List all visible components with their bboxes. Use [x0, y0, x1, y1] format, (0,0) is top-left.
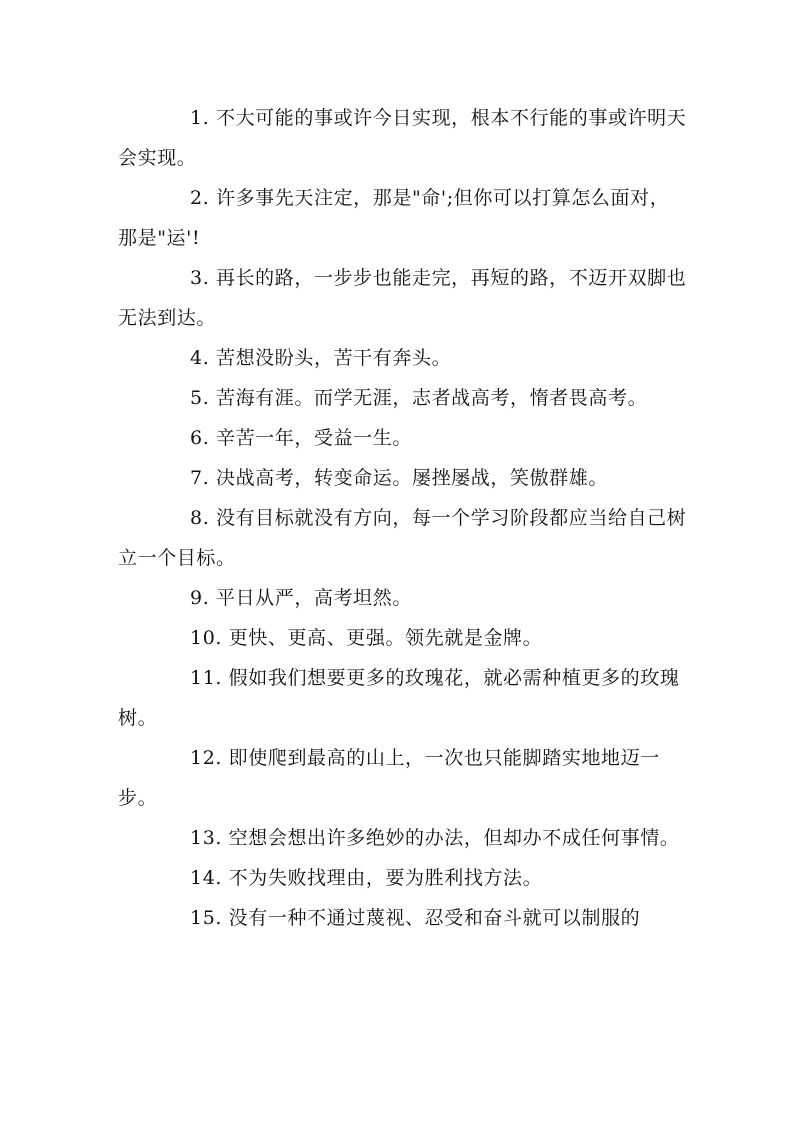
list-item	[118, 818, 688, 858]
list-item-text: 4. 苦想没盼头，苦干有奔头。	[190, 347, 452, 369]
list-item-text: 2. 许多事先天注定，那是"命';但你可以打算怎么面对，那是"运'!	[118, 187, 670, 249]
list-item-text: 3. 再长的路，一步步也能走完，再短的路，不迈开双脚也无法到达。	[118, 267, 687, 329]
list-item	[118, 738, 688, 818]
list-item	[118, 498, 688, 578]
list-item	[118, 98, 688, 178]
list-item-text: 13. 空想会想出许多绝妙的办法，但却办不成任何事情。	[190, 827, 680, 849]
list-item	[118, 378, 688, 418]
list-item	[118, 458, 688, 498]
list-item	[118, 178, 688, 258]
list-item-text: 9. 平日从严，高考坦然。	[190, 587, 412, 609]
list-item-text: 8. 没有目标就没有方向，每一个学习阶段都应当给自己树立一个目标。	[118, 507, 687, 569]
list-item	[118, 898, 688, 938]
list-item	[118, 338, 688, 378]
list-item	[118, 858, 688, 898]
list-item	[118, 578, 688, 618]
list-item	[118, 418, 688, 458]
list-item-text: 15. 没有一种不通过蔑视、忍受和奋斗就可以制服的	[190, 907, 641, 929]
list-item	[118, 658, 688, 738]
list-item-text: 10. 更快、更高、更强。领先就是金牌。	[190, 627, 543, 649]
list-item-text: 7. 决战高考，转变命运。屡挫屡战，笑傲群雄。	[190, 467, 608, 489]
list-item-text: 14. 不为失败找理由，要为胜利找方法。	[190, 867, 543, 889]
list-item	[118, 618, 688, 658]
list-item	[118, 258, 688, 338]
list-item-text: 5. 苦海有涯。而学无涯，志者战高考，惰者畏高考。	[190, 387, 648, 409]
quote-list	[118, 98, 688, 938]
list-item-text: 6. 辛苦一年，受益一生。	[190, 427, 412, 449]
list-item-text: 12. 即使爬到最高的山上，一次也只能脚踏实地地迈一步。	[118, 747, 660, 809]
list-item-text: 11. 假如我们想要更多的玫瑰花，就必需种植更多的玫瑰树。	[118, 667, 680, 729]
list-item-text: 1. 不大可能的事或许今日实现，根本不行能的事或许明天会实现。	[118, 107, 687, 169]
